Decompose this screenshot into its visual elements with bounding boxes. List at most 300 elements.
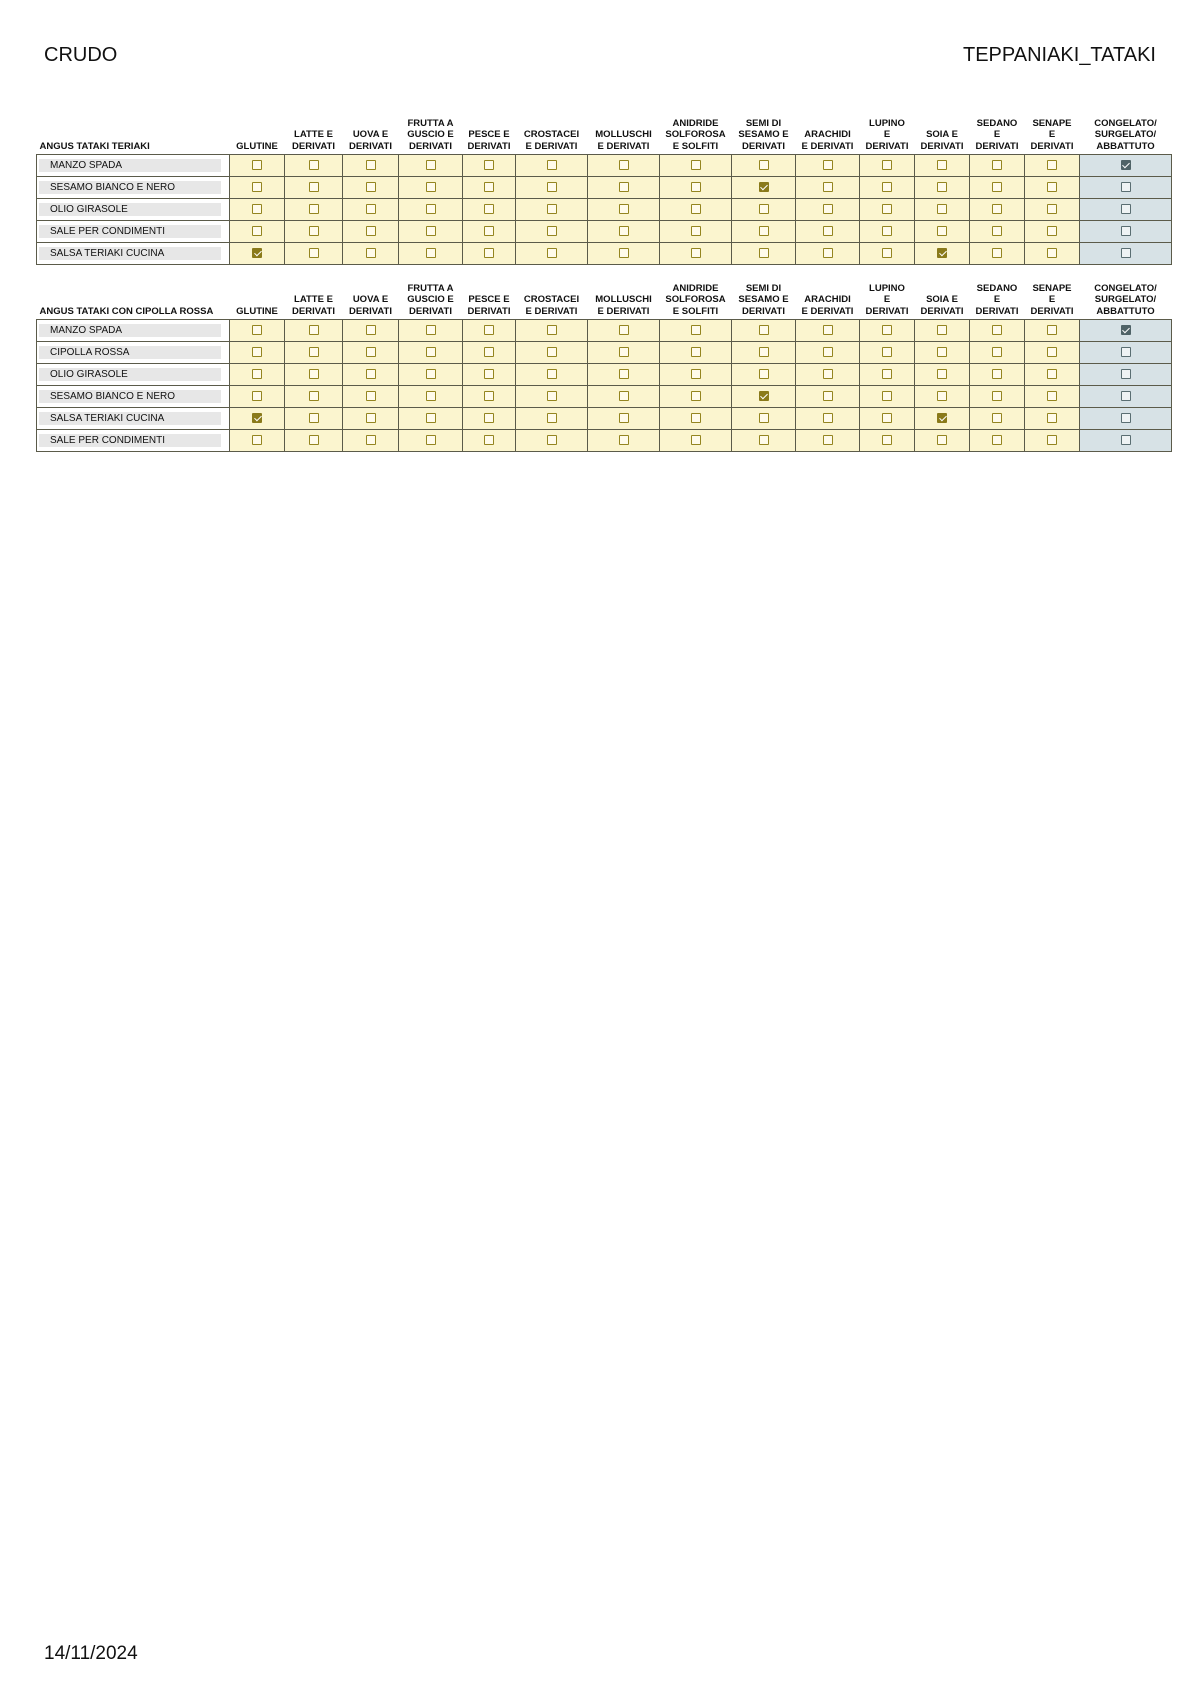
allergen-cell <box>1080 177 1172 199</box>
allergen-cell <box>399 386 463 408</box>
allergen-cell <box>343 177 399 199</box>
allergen-cell <box>399 199 463 221</box>
allergen-cell <box>285 177 343 199</box>
column-header: SENAPE E DERIVATI <box>1030 117 1074 152</box>
checkbox[interactable] <box>366 325 376 335</box>
allergen-cell <box>343 243 399 265</box>
checkbox[interactable] <box>619 248 629 258</box>
checkbox[interactable] <box>937 204 947 214</box>
allergen-cell <box>1080 199 1172 221</box>
allergen-cell <box>915 408 970 430</box>
checkbox[interactable] <box>484 325 494 335</box>
checkbox[interactable] <box>547 325 557 335</box>
checkbox[interactable] <box>366 204 376 214</box>
allergen-cell <box>860 342 915 364</box>
checkbox[interactable] <box>823 160 833 170</box>
allergen-cell <box>285 320 343 342</box>
allergen-cell <box>399 408 463 430</box>
allergen-cell <box>463 221 516 243</box>
checkbox[interactable] <box>691 204 701 214</box>
checkbox[interactable] <box>426 413 436 423</box>
allergen-section-2 <box>36 273 1171 452</box>
checkbox[interactable] <box>484 182 494 192</box>
checked-checkbox[interactable] <box>759 182 769 192</box>
checkbox[interactable] <box>992 369 1002 379</box>
column-header: ARACHIDI E DERIVATI <box>801 294 854 317</box>
checkbox[interactable] <box>992 413 1002 423</box>
checkbox[interactable] <box>619 435 629 445</box>
checkbox[interactable] <box>309 182 319 192</box>
checkbox[interactable] <box>823 226 833 236</box>
allergen-cell <box>915 155 970 177</box>
table-row <box>37 408 1172 430</box>
checkbox[interactable] <box>366 435 376 445</box>
checkbox[interactable] <box>309 413 319 423</box>
checkbox[interactable] <box>937 182 947 192</box>
allergen-cell <box>516 199 588 221</box>
checkbox[interactable] <box>759 325 769 335</box>
column-header: ARACHIDI E DERIVATI <box>801 129 854 152</box>
column-header: SEDANO E DERIVATI <box>975 282 1019 317</box>
ingredient-name: SALE PER CONDIMENTI <box>39 434 221 447</box>
table-row <box>37 177 1172 199</box>
allergen-cell <box>860 386 915 408</box>
column-header: SEMI DI SESAMO E DERIVATI <box>738 282 789 317</box>
checkbox[interactable] <box>309 226 319 236</box>
allergen-cell <box>343 221 399 243</box>
allergen-cell <box>1080 342 1172 364</box>
checkbox[interactable] <box>992 204 1002 214</box>
allergen-cell <box>285 155 343 177</box>
column-header: GLUTINE <box>236 305 278 317</box>
allergen-cell <box>516 364 588 386</box>
checkbox[interactable] <box>426 248 436 258</box>
checkbox[interactable] <box>547 391 557 401</box>
allergen-cell <box>1025 430 1080 452</box>
checkbox[interactable] <box>823 347 833 357</box>
document-title: TEPPANIAKI_TATAKI <box>962 44 1156 66</box>
allergen-cell <box>399 364 463 386</box>
allergen-cell <box>230 155 285 177</box>
allergen-cell <box>732 221 796 243</box>
checkbox[interactable] <box>619 347 629 357</box>
allergen-cell <box>796 320 860 342</box>
allergen-cell <box>860 243 915 265</box>
checkbox[interactable] <box>426 182 436 192</box>
checkbox[interactable] <box>484 413 494 423</box>
checkbox[interactable] <box>882 182 892 192</box>
checkbox[interactable] <box>823 182 833 192</box>
allergen-cell <box>230 364 285 386</box>
checkbox[interactable] <box>252 347 262 357</box>
checkbox[interactable] <box>691 325 701 335</box>
checkbox[interactable] <box>426 435 436 445</box>
checkbox[interactable] <box>484 435 494 445</box>
allergen-cell <box>588 177 660 199</box>
allergen-cell <box>796 243 860 265</box>
allergen-cell <box>399 430 463 452</box>
checkbox[interactable] <box>691 435 701 445</box>
allergen-cell <box>970 342 1025 364</box>
column-header: LUPINO E DERIVATI <box>865 117 909 152</box>
checkbox[interactable] <box>691 369 701 379</box>
checkbox[interactable] <box>992 347 1002 357</box>
checkbox[interactable] <box>992 160 1002 170</box>
checkbox[interactable] <box>619 160 629 170</box>
checkbox[interactable] <box>1047 226 1057 236</box>
checkbox[interactable] <box>992 226 1002 236</box>
checkbox[interactable] <box>1121 182 1131 192</box>
column-header: LUPINO E DERIVATI <box>865 282 909 317</box>
allergen-cell <box>463 408 516 430</box>
column-header: PESCE E DERIVATI <box>467 294 511 317</box>
checkbox[interactable] <box>547 182 557 192</box>
checkbox[interactable] <box>1047 413 1057 423</box>
allergen-cell <box>796 386 860 408</box>
allergen-cell <box>343 199 399 221</box>
dish-title: ANGUS TATAKI TERIAKI <box>39 140 150 152</box>
checked-checkbox[interactable] <box>252 413 262 423</box>
checkbox[interactable] <box>937 226 947 236</box>
allergen-cell <box>516 386 588 408</box>
checkbox[interactable] <box>759 347 769 357</box>
checkbox[interactable] <box>759 435 769 445</box>
checkbox[interactable] <box>1047 435 1057 445</box>
checkbox[interactable] <box>252 435 262 445</box>
checkbox[interactable] <box>547 347 557 357</box>
checkbox[interactable] <box>619 226 629 236</box>
checkbox[interactable] <box>1047 325 1057 335</box>
allergen-cell <box>915 221 970 243</box>
checkbox[interactable] <box>484 391 494 401</box>
allergen-cell <box>1025 243 1080 265</box>
allergen-cell <box>588 364 660 386</box>
print-date: 14/11/2024 <box>44 1643 138 1664</box>
allergen-cell <box>230 408 285 430</box>
checkbox[interactable] <box>366 369 376 379</box>
checkbox[interactable] <box>619 325 629 335</box>
allergen-cell <box>660 155 732 177</box>
allergen-cell <box>285 364 343 386</box>
checkbox[interactable] <box>309 369 319 379</box>
checkbox[interactable] <box>882 391 892 401</box>
checkbox[interactable] <box>309 204 319 214</box>
checkbox[interactable] <box>691 347 701 357</box>
allergen-cell <box>796 408 860 430</box>
allergen-cell <box>1080 364 1172 386</box>
checkbox[interactable] <box>366 182 376 192</box>
allergen-cell <box>588 199 660 221</box>
checkbox[interactable] <box>547 226 557 236</box>
allergen-cell <box>285 199 343 221</box>
header-row <box>37 273 1172 320</box>
checkbox[interactable] <box>1047 369 1057 379</box>
allergen-cell <box>1080 320 1172 342</box>
checkbox[interactable] <box>547 248 557 258</box>
checkbox[interactable] <box>1047 248 1057 258</box>
allergen-cell <box>732 177 796 199</box>
checkbox[interactable] <box>992 182 1002 192</box>
checked-checkbox[interactable] <box>937 248 947 258</box>
checkbox[interactable] <box>1121 347 1131 357</box>
allergen-cell <box>463 243 516 265</box>
allergen-cell <box>1080 243 1172 265</box>
allergen-cell <box>399 342 463 364</box>
checkbox[interactable] <box>309 325 319 335</box>
checkbox[interactable] <box>366 160 376 170</box>
column-header: FRUTTA A GUSCIO E DERIVATI <box>407 117 454 152</box>
checkbox[interactable] <box>252 325 262 335</box>
allergen-cell <box>732 199 796 221</box>
checkbox[interactable] <box>882 160 892 170</box>
allergen-cell <box>970 320 1025 342</box>
checkbox[interactable] <box>882 226 892 236</box>
allergen-cell <box>915 320 970 342</box>
checkbox[interactable] <box>252 204 262 214</box>
checkbox[interactable] <box>1121 248 1131 258</box>
checkbox[interactable] <box>691 160 701 170</box>
allergen-cell <box>970 386 1025 408</box>
checkbox[interactable] <box>252 391 262 401</box>
checkbox[interactable] <box>1047 391 1057 401</box>
checkbox[interactable] <box>691 248 701 258</box>
ingredient-cell <box>37 320 230 342</box>
checked-checkbox[interactable] <box>759 391 769 401</box>
column-header: SOIA E DERIVATI <box>920 294 964 317</box>
checkbox[interactable] <box>366 413 376 423</box>
allergen-cell <box>1080 221 1172 243</box>
allergen-cell <box>970 155 1025 177</box>
checkbox[interactable] <box>426 325 436 335</box>
checkbox[interactable] <box>691 391 701 401</box>
column-header: CROSTACEI E DERIVATI <box>523 294 580 317</box>
allergen-cell <box>285 342 343 364</box>
checked-checkbox[interactable] <box>937 413 947 423</box>
checkbox[interactable] <box>937 325 947 335</box>
ingredient-name: SESAMO BIANCO E NERO <box>39 390 221 403</box>
checkbox[interactable] <box>426 391 436 401</box>
checkbox[interactable] <box>823 413 833 423</box>
checkbox[interactable] <box>759 226 769 236</box>
checkbox[interactable] <box>1047 204 1057 214</box>
checkbox[interactable] <box>691 182 701 192</box>
table-row <box>37 243 1172 265</box>
checkbox[interactable] <box>823 391 833 401</box>
ingredient-cell <box>37 155 230 177</box>
checkbox[interactable] <box>619 204 629 214</box>
checkbox[interactable] <box>1121 204 1131 214</box>
allergen-cell <box>516 430 588 452</box>
checkbox[interactable] <box>759 160 769 170</box>
allergen-section-1 <box>36 108 1171 265</box>
checkbox[interactable] <box>366 391 376 401</box>
checkbox[interactable] <box>992 435 1002 445</box>
checkbox[interactable] <box>759 248 769 258</box>
allergen-cell <box>796 199 860 221</box>
checkbox[interactable] <box>882 413 892 423</box>
allergen-cell <box>588 408 660 430</box>
column-header: CONGELATO/ SURGELATO/ ABBATTUTO <box>1094 117 1157 152</box>
checkbox[interactable] <box>547 413 557 423</box>
allergen-cell <box>660 408 732 430</box>
allergen-cell <box>463 430 516 452</box>
dish-title: ANGUS TATAKI CON CIPOLLA ROSSA <box>39 305 214 317</box>
checkbox[interactable] <box>484 347 494 357</box>
allergen-cell <box>1080 386 1172 408</box>
checkbox[interactable] <box>366 347 376 357</box>
allergen-cell <box>660 199 732 221</box>
allergen-cell <box>1025 177 1080 199</box>
column-header: MOLLUSCHI E DERIVATI <box>595 129 652 152</box>
checkbox[interactable] <box>882 204 892 214</box>
allergen-cell <box>1080 430 1172 452</box>
checkbox[interactable] <box>759 204 769 214</box>
checkbox[interactable] <box>937 391 947 401</box>
checkbox[interactable] <box>426 369 436 379</box>
allergen-cell <box>463 342 516 364</box>
checkbox[interactable] <box>1047 160 1057 170</box>
checkbox[interactable] <box>823 325 833 335</box>
checkbox[interactable] <box>547 369 557 379</box>
checkbox[interactable] <box>882 325 892 335</box>
checkbox[interactable] <box>937 160 947 170</box>
ingredient-cell <box>37 243 230 265</box>
column-header: FRUTTA A GUSCIO E DERIVATI <box>407 282 454 317</box>
checkbox[interactable] <box>252 182 262 192</box>
checkbox[interactable] <box>823 369 833 379</box>
checkbox[interactable] <box>823 204 833 214</box>
checkbox[interactable] <box>484 226 494 236</box>
column-header: PESCE E DERIVATI <box>467 129 511 152</box>
checkbox[interactable] <box>1047 182 1057 192</box>
ingredient-cell <box>37 199 230 221</box>
checkbox[interactable] <box>309 435 319 445</box>
column-header: UOVA E DERIVATI <box>349 129 392 152</box>
checkbox[interactable] <box>619 369 629 379</box>
checkbox[interactable] <box>252 369 262 379</box>
allergen-cell <box>970 430 1025 452</box>
allergen-cell <box>796 364 860 386</box>
allergen-cell <box>1025 386 1080 408</box>
column-header: LATTE E DERIVATI <box>292 294 335 317</box>
allergen-cell <box>285 243 343 265</box>
checkbox[interactable] <box>619 413 629 423</box>
allergen-cell <box>915 386 970 408</box>
checkbox[interactable] <box>484 369 494 379</box>
checkbox[interactable] <box>1121 435 1131 445</box>
allergen-cell <box>1025 320 1080 342</box>
allergen-cell <box>516 320 588 342</box>
allergen-cell <box>732 320 796 342</box>
checkbox[interactable] <box>882 248 892 258</box>
checkbox[interactable] <box>882 435 892 445</box>
allergen-cell <box>230 221 285 243</box>
checkbox[interactable] <box>366 226 376 236</box>
column-header: UOVA E DERIVATI <box>349 294 392 317</box>
checkbox[interactable] <box>547 160 557 170</box>
checkbox[interactable] <box>484 160 494 170</box>
checkbox[interactable] <box>252 160 262 170</box>
checkbox[interactable] <box>426 160 436 170</box>
table-row <box>37 320 1172 342</box>
allergen-cell <box>860 155 915 177</box>
checkbox[interactable] <box>547 435 557 445</box>
allergen-cell <box>399 221 463 243</box>
checkbox[interactable] <box>1121 413 1131 423</box>
checkbox[interactable] <box>309 347 319 357</box>
allergen-cell <box>343 342 399 364</box>
checkbox[interactable] <box>252 226 262 236</box>
allergen-cell <box>860 364 915 386</box>
table-row <box>37 430 1172 452</box>
checkbox[interactable] <box>619 182 629 192</box>
checked-checkbox[interactable] <box>1121 160 1131 170</box>
checkbox[interactable] <box>882 369 892 379</box>
checkbox[interactable] <box>759 413 769 423</box>
allergen-cell <box>588 243 660 265</box>
column-header: GLUTINE <box>236 140 278 152</box>
table-row <box>37 386 1172 408</box>
checkbox[interactable] <box>426 226 436 236</box>
allergen-cell <box>660 342 732 364</box>
checkbox[interactable] <box>759 369 769 379</box>
checkbox[interactable] <box>1121 391 1131 401</box>
allergen-cell <box>660 386 732 408</box>
checked-checkbox[interactable] <box>252 248 262 258</box>
checkbox[interactable] <box>992 391 1002 401</box>
checkbox[interactable] <box>823 248 833 258</box>
checkbox[interactable] <box>937 435 947 445</box>
ingredient-cell <box>37 342 230 364</box>
checkbox[interactable] <box>426 347 436 357</box>
allergen-cell <box>588 320 660 342</box>
ingredient-cell <box>37 177 230 199</box>
checkbox[interactable] <box>691 226 701 236</box>
allergen-cell <box>732 243 796 265</box>
ingredient-name: MANZO SPADA <box>39 324 221 337</box>
checkbox[interactable] <box>992 248 1002 258</box>
checkbox[interactable] <box>992 325 1002 335</box>
allergen-cell <box>915 364 970 386</box>
checkbox[interactable] <box>882 347 892 357</box>
checkbox[interactable] <box>691 413 701 423</box>
checkbox[interactable] <box>366 248 376 258</box>
checkbox[interactable] <box>937 369 947 379</box>
allergen-cell <box>660 177 732 199</box>
checked-checkbox[interactable] <box>1121 325 1131 335</box>
table-row <box>37 221 1172 243</box>
ingredient-cell <box>37 364 230 386</box>
checkbox[interactable] <box>619 391 629 401</box>
checkbox[interactable] <box>937 347 947 357</box>
checkbox[interactable] <box>1047 347 1057 357</box>
checkbox[interactable] <box>823 435 833 445</box>
checkbox[interactable] <box>484 204 494 214</box>
category-title: CRUDO <box>44 44 118 66</box>
allergen-cell <box>516 177 588 199</box>
checkbox[interactable] <box>309 248 319 258</box>
checkbox[interactable] <box>1121 369 1131 379</box>
allergen-cell <box>343 408 399 430</box>
checkbox[interactable] <box>547 204 557 214</box>
checkbox[interactable] <box>309 160 319 170</box>
checkbox[interactable] <box>426 204 436 214</box>
allergen-cell <box>516 155 588 177</box>
checkbox[interactable] <box>309 391 319 401</box>
allergen-cell <box>860 320 915 342</box>
checkbox[interactable] <box>1121 226 1131 236</box>
checkbox[interactable] <box>484 248 494 258</box>
